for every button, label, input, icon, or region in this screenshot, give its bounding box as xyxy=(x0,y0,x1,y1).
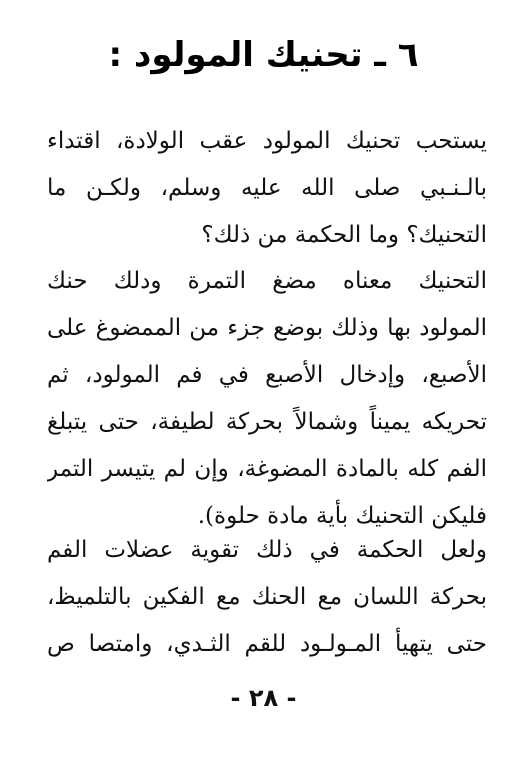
paragraph-line: يستحب تحنيك المولود عقب الولادة، اقتداء xyxy=(47,128,487,154)
paragraph-line: بالـنـبي صلى الله عليه وسلم، ولكـن ما xyxy=(47,175,487,201)
paragraph-line: فليكن التحنيك بأية مادة حلوة). xyxy=(197,503,487,529)
paragraph-line: بحركة اللسان مع الحنك مع الفكين بالتلميظ، xyxy=(47,584,487,610)
paragraph-3 xyxy=(47,527,487,668)
paragraph-2 xyxy=(47,258,487,540)
section-heading: ٦ ـ تحنيك المولود : xyxy=(108,35,419,75)
paragraph-line: الفم كله بالمادة المضوغة، وإن لم يتيسر التمر xyxy=(47,456,487,482)
page-number: - ٢٨ - xyxy=(230,684,297,712)
paragraph-line: التحنيك؟ وما الحكمة من ذلك؟ xyxy=(201,222,487,248)
paragraph-line: التحنيك معناه مضغ التمرة ودلك حنك xyxy=(47,268,487,294)
paragraph-line: ولعل الحكمة في ذلك تقوية عضلات الفم xyxy=(47,537,487,563)
paragraph-line: حتى يتهيأ المـولـود للقم الثـدي، وامتصا ص xyxy=(47,631,487,657)
paragraph-line: المولود بها وذلك بوضع جزء من الممضوغ على xyxy=(47,315,487,341)
paragraph-line: تحريكه يميناً وشمالاً بحركة لطيفة، حتى يتبلغ xyxy=(47,409,487,435)
paragraph-line: الأصبع، وإدخال الأصبع في فم المولود، ثم xyxy=(47,362,487,388)
paragraph-1 xyxy=(47,118,487,259)
